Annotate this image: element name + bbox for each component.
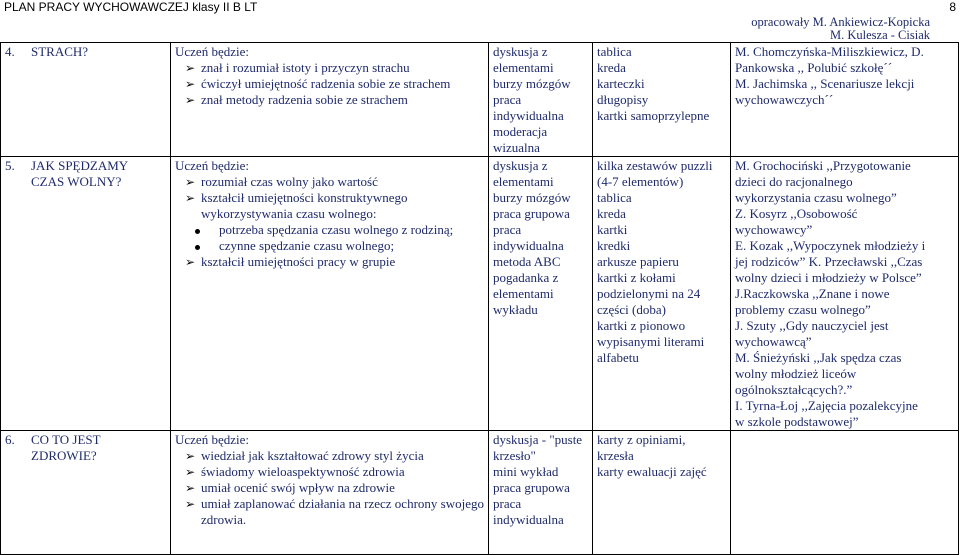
material-line: tablica — [597, 44, 632, 59]
goal-item: ➢ znał i rozumiał istoty i przyczyn strachu — [189, 60, 484, 76]
method-line: elementami — [493, 286, 554, 301]
topic-title-line-2: CZAS WOLNY? — [31, 174, 122, 189]
goals-cell — [171, 431, 489, 555]
goal-item: ➢ wiedział jak kształtować zdrowy styl życia — [189, 448, 484, 464]
row-number: 6. — [5, 432, 15, 447]
literature-line: problemy czasu wolnego” — [735, 302, 871, 317]
method-line: wykładu — [493, 302, 538, 317]
literature-cell — [731, 43, 959, 157]
literature-line: M. Jachimska ,, Scenariusze lekcji — [735, 76, 915, 91]
material-line: krzesła — [597, 448, 634, 463]
material-line: tablica — [597, 190, 632, 205]
material-line: kartki z kołami — [597, 270, 676, 285]
method-line: burzy mózgów — [493, 190, 571, 205]
goal-item: ➢ kształcił umiejętności pracy w grupie — [189, 254, 484, 270]
material-line: części (doba) — [597, 302, 666, 317]
goal-item: ➢ umiał zaplanować działania na rzecz ochrony swojego zdrowia. — [189, 496, 484, 528]
material-line: kartki z pionowo — [597, 318, 686, 333]
page-header — [4, 0, 956, 14]
literature-line: wolny młodzież liceów — [735, 366, 857, 381]
method-line: burzy mózgów — [493, 76, 571, 91]
literature-line: J.Raczkowska ,,Znane i nowe — [735, 286, 890, 301]
literature-line: jej rodziców” K. Przecławski ,,Czas — [735, 254, 923, 269]
material-line: karteczki — [597, 76, 645, 91]
topic-title: STRACH? — [31, 44, 89, 59]
materials-cell — [593, 43, 731, 157]
goal-item: ➢ ćwiczył umiejętność radzenia sobie ze strachem — [189, 76, 484, 92]
document-title: PLAN PRACY WYCHOWAWCZEJ klasy II B LT — [4, 0, 258, 14]
topic-title: JAK SPĘDZAMY — [31, 158, 129, 173]
literature-line: M. Grochociński ,,Przygotowanie — [735, 158, 911, 173]
material-line: podzielonymi na 24 — [597, 286, 701, 301]
goals-cell — [171, 43, 489, 157]
literature-line: Pankowska ,, Polubić szkołę´´ — [735, 60, 893, 75]
plan-table — [0, 42, 959, 555]
material-line: kredki — [597, 238, 631, 253]
goals-lead: Uczeń będzie: — [175, 44, 249, 59]
goals-cell — [171, 157, 489, 431]
methods-cell — [489, 43, 593, 157]
literature-line: M. Śnieżyński ,,Jak spędza czas — [735, 350, 902, 365]
goals-lead: Uczeń będzie: — [175, 432, 249, 447]
materials-cell — [593, 431, 731, 555]
material-line: kartki samoprzylepne — [597, 108, 710, 123]
literature-line: w szkole podstawowej” — [735, 414, 859, 429]
method-line: indywidualna — [493, 512, 564, 527]
method-line: praca — [493, 222, 522, 237]
method-line: pogadanka z — [493, 270, 559, 285]
table-row — [1, 431, 959, 555]
material-line: kilka zestawów puzzli — [597, 158, 713, 173]
literature-line: I. Tyrna-Łoj ,,Zajęcia pozalekcyjne — [735, 398, 918, 413]
literature-line: ogólnokształcących?.” — [735, 382, 853, 397]
literature-line: E. Kozak ,,Wypoczynek młodzieży i — [735, 238, 926, 253]
literature-line: wychowawcy” — [735, 222, 813, 237]
method-line: indywidualna — [493, 108, 564, 123]
literature-cell — [731, 431, 959, 555]
method-line: dyskusja z — [493, 158, 548, 173]
material-line: alfabetu — [597, 350, 639, 365]
literature-line: wykorzystania czasu wolnego” — [735, 190, 897, 205]
material-line: (4-7 elementów) — [597, 174, 684, 189]
topic-cell — [1, 43, 171, 157]
row-number: 4. — [5, 44, 15, 59]
material-line: kreda — [597, 206, 626, 221]
literature-line: wychowawczych´´ — [735, 92, 834, 107]
authors-line-1: opracowały M. Ankiewicz-Kopicka — [751, 15, 930, 29]
method-line: krzesło" — [493, 448, 536, 463]
material-line: arkusze papieru — [597, 254, 679, 269]
method-line: dyskusja - "puste — [493, 432, 583, 447]
method-line: praca grupowa — [493, 480, 570, 495]
sub-goal-item: potrzeba spędzania czasu wolnego z rodziną; — [219, 222, 484, 238]
literature-line: M. Chomczyńska-Miliszkiewicz, D. — [735, 44, 924, 59]
row-number: 5. — [5, 158, 15, 173]
method-line: praca grupowa — [493, 206, 570, 221]
methods-cell — [489, 157, 593, 431]
method-line: praca — [493, 496, 522, 511]
goal-item: ➢ rozumiał czas wolny jako wartość — [189, 174, 484, 190]
method-line: wizualna — [493, 140, 540, 155]
method-line: elementami — [493, 174, 554, 189]
topic-title-line-2: ZDROWIE? — [31, 448, 97, 463]
literature-cell — [731, 157, 959, 431]
literature-line: wolny dzieci i młodzieży w Polsce” — [735, 270, 922, 285]
material-line: wypisanymi literami — [597, 334, 705, 349]
sub-goal-item: czynne spędzanie czasu wolnego; — [219, 238, 484, 254]
authors-line-2: M. Kulesza - Cisiak — [830, 28, 930, 42]
table-row — [1, 157, 959, 431]
literature-line: Z. Kosyrz ,,Osobowość — [735, 206, 858, 221]
goal-item: ➢ kształcił umiejętności konstruktywnego wykorzystywania czasu wolnego: — [189, 190, 484, 222]
methods-cell — [489, 431, 593, 555]
page-number: 8 — [949, 0, 956, 14]
table-row — [1, 43, 959, 157]
material-line: karty ewaluacji zajęć — [597, 464, 707, 479]
literature-line: wychowawcą” — [735, 334, 812, 349]
topic-cell — [1, 431, 171, 555]
method-line: indywidualna — [493, 238, 564, 253]
material-line: karty z opiniami, — [597, 432, 686, 447]
method-line: praca — [493, 92, 522, 107]
method-line: dyskusja z — [493, 44, 548, 59]
method-line: mini wykład — [493, 464, 559, 479]
method-line: moderacja — [493, 124, 548, 139]
method-line: elementami — [493, 60, 554, 75]
goal-item: ➢ znał metody radzenia sobie ze strachem — [189, 92, 484, 108]
material-line: kreda — [597, 60, 626, 75]
literature-line: J. Szuty ,,Gdy nauczyciel jest — [735, 318, 889, 333]
goal-item: ➢ świadomy wieloaspektywność zdrowia — [189, 464, 484, 480]
method-line: metoda ABC — [493, 254, 561, 269]
material-line: długopisy — [597, 92, 649, 107]
topic-cell — [1, 157, 171, 431]
goal-item: ➢ umiał ocenić swój wpływ na zdrowie — [189, 480, 484, 496]
topic-title: CO TO JEST — [31, 432, 101, 447]
goals-lead: Uczeń będzie: — [175, 158, 249, 173]
authors-block — [751, 16, 930, 42]
materials-cell — [593, 157, 731, 431]
material-line: kartki — [597, 222, 628, 237]
literature-line: dzieci do racjonalnego — [735, 174, 853, 189]
